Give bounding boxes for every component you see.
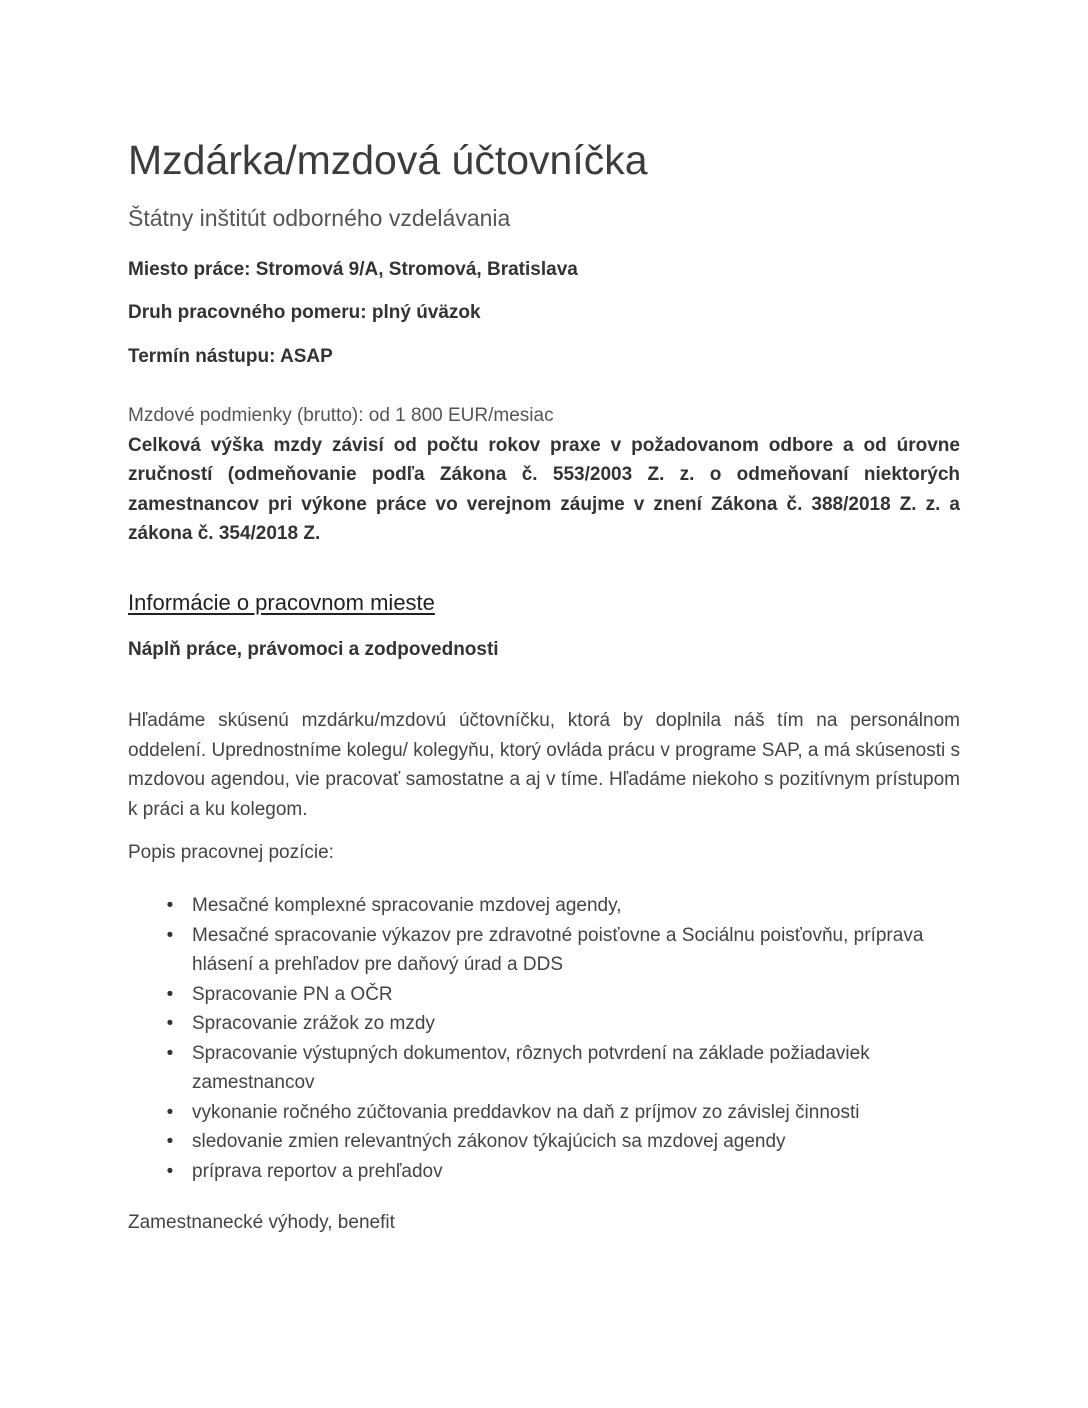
bullet-icon: •: [166, 1013, 174, 1034]
list-item: [128, 891, 960, 921]
list-item: [128, 1157, 960, 1187]
duties-heading: Náplň práce, právomoci a zodpovednosti: [128, 639, 499, 660]
bullet-icon: •: [166, 924, 174, 946]
salary-line: Mzdové podmienky (brutto): od 1 800 EUR/mesiac: [128, 405, 554, 426]
bullet-icon: •: [166, 1131, 174, 1152]
list-item-text: Mesačné spracovanie výkazov pre zdravotné poisťovne a Sociálnu poisťovňu, príprava hlásení a prehľadov pre daňový úrad a DDS: [192, 924, 924, 975]
list-item-text: Spracovanie PN a OČR: [192, 983, 393, 1005]
salary-block: [128, 401, 960, 549]
list-item: [128, 980, 960, 1010]
duties-list: [128, 891, 960, 1186]
benefits-label: Zamestnanecké výhody, benefit: [128, 1212, 395, 1233]
list-item: [128, 921, 960, 980]
position-description-label: Popis pracovnej pozície:: [128, 842, 334, 863]
start-date-field: Termín nástupu: ASAP: [128, 346, 333, 367]
employment-type-field: Druh pracovného pomeru: plný úväzok: [128, 302, 481, 323]
salary-note: Celková výška mzdy závisí od počtu rokov praxe v požadovanom odbore a od úrovne zručností (odmeňovanie podľa Zákona č. 553/2003 Z. z. o odmeňovaní niektorých zamestnancov pri výkone práce vo verejnom záujme v znení Zákona č. 388/2018 Z. z. a zákona č. 354/2018 Z.: [128, 434, 960, 544]
bullet-icon: •: [166, 895, 174, 916]
workplace-field: Miesto práce: Stromová 9/A, Stromová, Bratislava: [128, 259, 578, 280]
list-item-text: príprava reportov a prehľadov: [192, 1160, 443, 1182]
page-title: Mzdárka/mzdová účtovníčka: [128, 137, 648, 183]
list-item: [128, 1009, 960, 1039]
list-item-text: Spracovanie zrážok zo mzdy: [192, 1013, 435, 1034]
section-heading: Informácie o pracovnom mieste: [128, 590, 435, 615]
list-item: [128, 1127, 960, 1157]
employer-name: Štátny inštitút odborného vzdelávania: [128, 205, 511, 231]
list-item: [128, 1098, 960, 1128]
list-item: [128, 1039, 960, 1098]
list-item-text: Spracovanie výstupných dokumentov, rôznych potvrdení na základe požiadaviek zamestnancov: [192, 1042, 870, 1093]
bullet-icon: •: [166, 1160, 174, 1182]
intro-paragraph: Hľadáme skúsenú mzdárku/mzdovú účtovníčku, ktorá by doplnila náš tím na personálnom oddelení. Uprednostníme kolegu/ kolegyňu, ktorý ovláda prácu v programe SAP, a má skúsenosti s mzdovou agendou, vie pracovať samostatne a aj v tíme. Hľadáme niekoho s pozitívnym prístupom k práci a ku kolegom.: [128, 710, 960, 820]
bullet-icon: •: [166, 983, 174, 1005]
bullet-icon: •: [166, 1042, 174, 1064]
list-item-text: vykonanie ročného zúčtovania preddavkov na daň z príjmov zo závislej činnosti: [192, 1101, 860, 1123]
list-item-text: Mesačné komplexné spracovanie mzdovej agendy,: [192, 895, 622, 916]
list-item-text: sledovanie zmien relevantných zákonov týkajúcich sa mzdovej agendy: [192, 1131, 786, 1152]
bullet-icon: •: [166, 1101, 174, 1123]
